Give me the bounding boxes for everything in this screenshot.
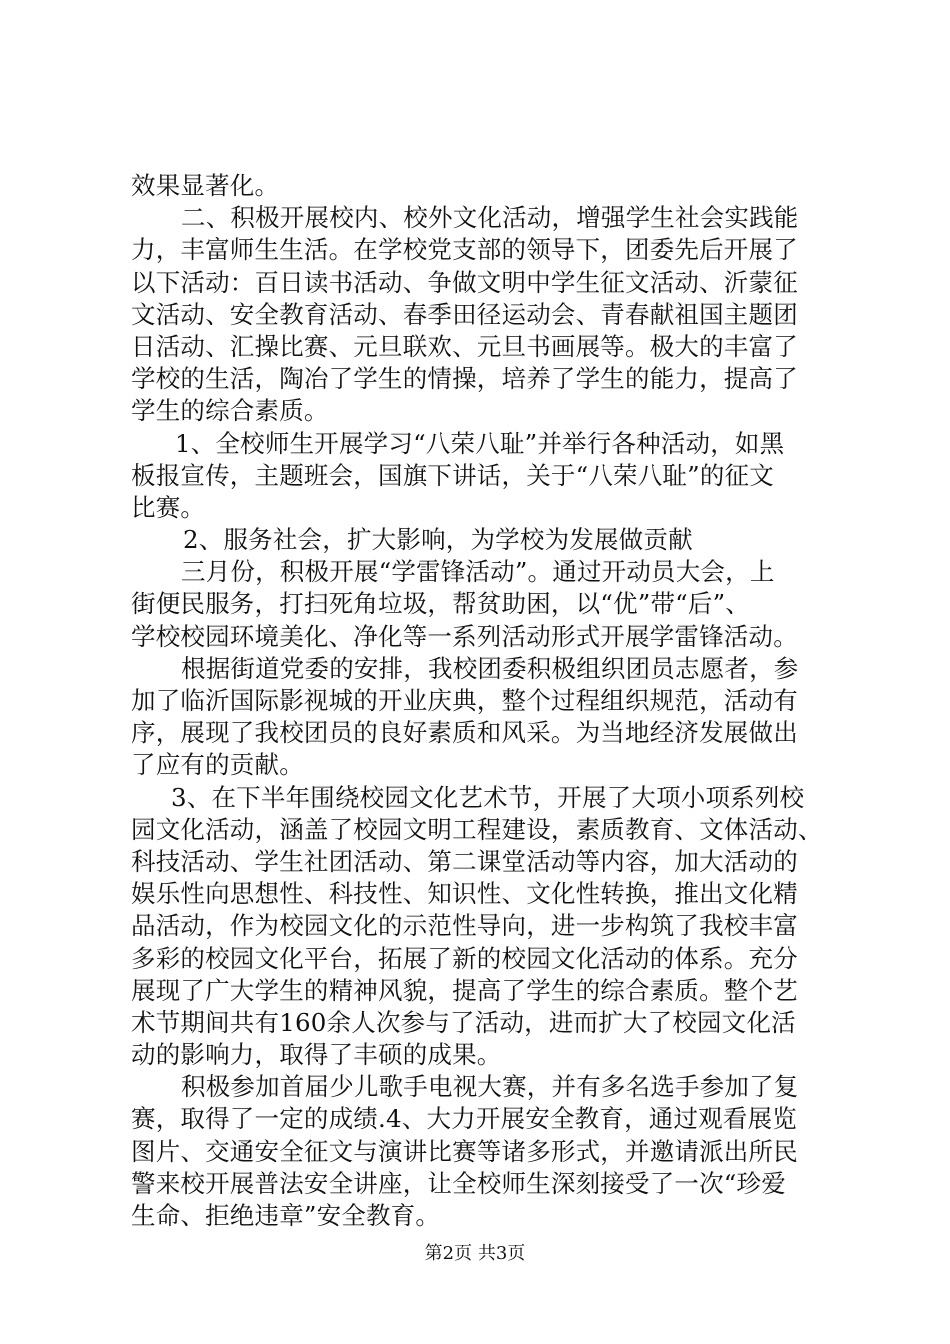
text-line: 学生的综合素质。: [131, 396, 329, 426]
text-line: 2、服务社会，扩大影响，为学校为发展做贡献: [183, 525, 693, 555]
text-line: 二、积极开展校内、校外文化活动，增强学生社会实践能: [181, 203, 799, 233]
text-line: 积极参加首届少儿歌手电视大赛，并有多名选手参加了复: [181, 1072, 799, 1102]
text-line: 动的影响力，取得了丰硕的成果。: [131, 1040, 502, 1070]
text-line: 力，丰富师生生活。在学校党支部的领导下，团委先后开展了: [131, 235, 798, 265]
text-line: 比赛。: [131, 492, 206, 522]
text-line: 展现了广大学生的精神风貌，提高了学生的综合素质。整个艺: [131, 975, 798, 1005]
text-line: 娱乐性向思想性、科技性、知识性、文化性转换，推出文化精: [131, 879, 798, 909]
text-line: 赛，取得了一定的成绩.4、大力开展安全教育，通过观看展览: [131, 1104, 797, 1134]
text-line: 学校校园环境美化、净化等一系列活动形式开展学雷锋活动。: [131, 621, 798, 651]
text-line: 科技活动、学生社团活动、第二课堂活动等内容，加大活动的: [131, 846, 798, 876]
text-line: 多彩的校园文化平台，拓展了新的校园文化活动的体系。充分: [131, 943, 798, 973]
page-number-footer: 第2页 共3页: [424, 1243, 526, 1264]
text-line: 板报宣传，主题班会，国旗下讲话，关于“八荣八耻”的征文: [131, 460, 774, 490]
text-line: 日活动、汇操比赛、元旦联欢、元旦书画展等。极大的丰富了: [131, 331, 798, 361]
text-line: 效果显著化。: [131, 171, 280, 200]
text-line: 品活动，作为校园文化的示范性导向，进一步构筑了我校丰富: [131, 911, 798, 941]
text-line: 园文化活动，涵盖了校园文明工程建设，素质教育、文体活动、: [131, 814, 823, 844]
text-line: 学校的生活，陶冶了学生的情操，培养了学生的能力，提高了: [131, 364, 798, 394]
text-line: 警来校开展普法安全讲座，让全校师生深刻接受了一次“珍爱: [131, 1168, 786, 1198]
text-line: 序，展现了我校团员的良好素质和风采。为当地经济发展做出: [131, 718, 798, 748]
text-line: 生命、拒绝违章”安全教育。: [131, 1201, 441, 1230]
text-line: 了应有的贡献。: [131, 750, 304, 780]
text-line: 3、在下半年围绕校园文化艺术节，开展了大项小项系列校: [171, 782, 805, 812]
text-line: 加了临沂国际影视城的开业庆典，整个过程组织规范，活动有: [131, 686, 798, 715]
text-line: 文活动、安全教育活动、春季田径运动会、青春献祖国主题团: [131, 299, 798, 329]
text-line: 根据街道党委的安排，我校团委积极组织团员志愿者，参: [181, 653, 799, 683]
text-line: 图片、交通安全征文与演讲比赛等诸多形式，并邀请派出所民: [131, 1136, 798, 1166]
text-line: 街便民服务，打扫死角垃圾，帮贫助困，以“优”带“后”、: [131, 589, 750, 619]
text-line: 三月份，积极开展“学雷锋活动”。通过开动员大会，上: [181, 557, 775, 587]
text-line: 1、全校师生开展学习“八荣八耻”并举行各种活动，如黑: [175, 428, 785, 458]
document-body: [131, 170, 833, 1232]
text-line: 术节期间共有160余人次参与了活动，进而扩大了校园文化活: [131, 1007, 796, 1037]
text-line: 以下活动：百日读书活动、争做文明中学生征文活动、沂蒙征: [131, 267, 798, 297]
